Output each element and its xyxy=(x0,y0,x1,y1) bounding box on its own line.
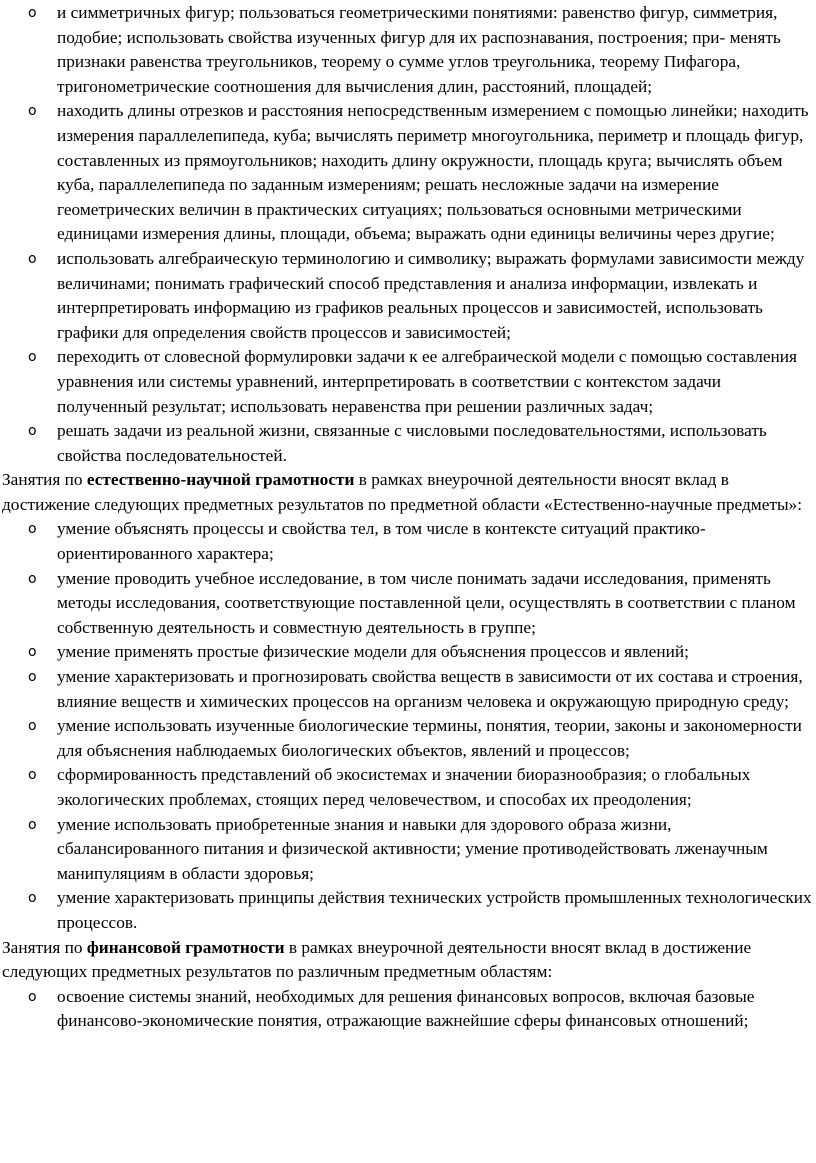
math-results-list xyxy=(0,1,816,468)
list-item-text: сформированность представлений об экосистемах и значении биоразнообразия; о глобальных экологических проблемах, стоящих перед человечеством, и способах их преодоления; xyxy=(57,765,751,809)
list-item xyxy=(0,813,816,887)
list-item xyxy=(0,714,816,763)
bullet-icon: o xyxy=(28,423,37,440)
bullet-icon: o xyxy=(28,570,37,587)
list-item-text: умение характеризовать принципы действия технических устройств промышленных технологических процессов. xyxy=(57,888,812,932)
list-item xyxy=(0,567,816,641)
science-literacy-paragraph xyxy=(0,468,816,517)
list-item xyxy=(0,1,816,99)
list-item xyxy=(0,247,816,345)
list-item xyxy=(0,985,816,1034)
bullet-icon: o xyxy=(28,669,37,686)
list-item xyxy=(0,419,816,468)
list-item-text: использовать алгебраическую терминологию и символику; выражать формулами зависимости между величинами; понимать графический способ представления и анализа информации, извлекать и интерпретировать информацию из графиков реальных процессов и зависимостей, использовать графики для определения свойств процессов и зависимостей; xyxy=(57,248,805,342)
bullet-icon: o xyxy=(28,250,37,267)
bullet-icon: o xyxy=(28,988,37,1005)
bullet-icon: o xyxy=(28,5,37,21)
bullet-icon: o xyxy=(28,718,37,735)
list-item xyxy=(0,517,816,566)
financial-results-list xyxy=(0,985,816,1034)
paragraph-bold-term: финансовой грамотности xyxy=(86,937,285,957)
list-item-text: умение объяснять процессы и свойства тел, в том числе в контексте ситуаций практико-ориентированного характера; xyxy=(57,519,706,564)
paragraph-bold-term: естественно-научной грамотности xyxy=(86,470,355,490)
bullet-icon: o xyxy=(28,767,37,784)
list-item-text: переходить от словесной формулировки задачи к ее алгебраической модели с помощью составления уравнения или системы уравнений, интерпретировать в соответствии с контекстом задачи полученный результат; использовать неравенства при решении различных задач; xyxy=(57,347,797,416)
list-item-text: умение проводить учебное исследование, в том числе понимать задачи исследования, применять методы исследования, соответствующие поставленной цели, осуществлять в соответствии с планом собственную деятельность и совместную деятельность в группе; xyxy=(57,568,796,637)
bullet-icon: o xyxy=(28,890,37,907)
paragraph-text-end: в рамках внеурочной деятельности вносят вклад в достижение следующих предметных результатов по различным предметным областям: xyxy=(2,937,752,982)
list-item xyxy=(0,640,816,665)
bullet-icon: o xyxy=(28,816,37,833)
financial-literacy-paragraph xyxy=(0,936,816,985)
list-item-text: и симметричных фигур; пользоваться геометрическими понятиями: равенство фигур, симметрия, подобие; использовать свойства изученных фигур для их распознавания, построения; при- менять признаки равенства треугольников, теорему о сумме углов треугольника, теорему Пифагора, тригонометрические соотношения для вычисления длин, расстояний, площадей; xyxy=(57,3,781,96)
bullet-icon: o xyxy=(28,103,37,120)
list-item-text: умение применять простые физические модели для объяснения процессов и явлений; xyxy=(57,642,689,662)
list-item xyxy=(0,345,816,419)
list-item-text: умение характеризовать и прогнозировать свойства веществ в зависимости от их состава и строения, влияние веществ и химических процессов на организм человека и окружающую природную среду; xyxy=(57,667,803,711)
science-results-list xyxy=(0,517,816,935)
paragraph-text-end: в рамках внеурочной деятельности вносят вклад в достижение следующих предметных результатов по предметной области «Естественно-научные предметы»: xyxy=(2,470,802,514)
list-item xyxy=(0,99,816,247)
list-item-text: умение использовать приобретенные знания и навыки для здорового образа жизни, сбалансированного питания и физической активности; умение противодействовать лженаучным манипуляциям в области здоровья; xyxy=(57,814,768,883)
bullet-icon: o xyxy=(28,349,37,366)
list-item xyxy=(0,886,816,935)
list-item-text: находить длины отрезков и расстояния непосредственным измерением с помощью линейки; находить измерения параллелепипеда, куба; вычислять периметр многоугольника, периметр и площадь фигур, составленных из прямоугольников; находить длину окружности, площадь круга; вычислять объем куба, параллелепипеда по заданным измерениям; решать несложные задачи на измерение геометрических величин в практических ситуациях; пользоваться основными метрическими единицами измерения длины, площади, объема; выражать одни единицы величины через другие; xyxy=(57,101,809,244)
list-item xyxy=(0,665,816,714)
list-item-text: освоение системы знаний, необходимых для решения финансовых вопросов, включая базовые финансово-экономические понятия, отражающие важнейшие сферы финансовых отношений; xyxy=(57,986,755,1031)
paragraph-text-start: Занятия по xyxy=(2,937,87,957)
paragraph-text-start: Занятия по xyxy=(2,470,87,490)
list-item-text: умение использовать изученные биологические термины, понятия, теории, законы и закономерности для объяснения наблюдаемых биологических объектов, явлений и процессов; xyxy=(57,716,802,760)
bullet-icon: o xyxy=(28,521,37,538)
bullet-icon: o xyxy=(28,644,37,661)
list-item-text: решать задачи из реальной жизни, связанные с числовыми последовательностями, использовать свойства последовательностей. xyxy=(57,421,767,465)
list-item xyxy=(0,763,816,812)
